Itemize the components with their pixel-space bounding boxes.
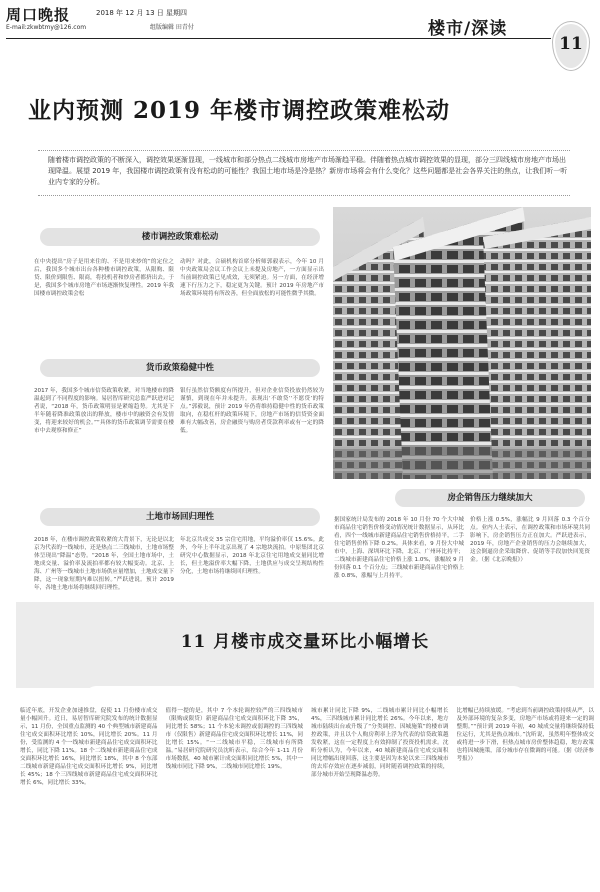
article-column: 2017 年，我国多个城市信贷政策收紧，对当地楼市的降温起到了不同程度的影响。易居智库研究总监严跃进对记者说，“2018 年，货币政策明显是紧缩趋势。尤其是下半年随着降准政策放出的释放，楼市中的融资会有发情变，将迎来较好的机会。”“具体的货币政策调节需要在楼市中去观察和修正”	[34, 388, 174, 434]
page-number-badge: 11	[553, 22, 589, 70]
article-column: 银行虽然信贷额度有所提升，但对企业信贷投放仍然较为谨慎，到现在年并未提升。表现出‘不敢贷’‘不愿贷’的特点。”郭毅说，预计 2019 年仍将维持稳健中性的货币政策取向，在稳杠杆的政策环境下，房地产市场的信贷资金面难有大幅改善，房企融资与购房者贷款利率或有一定的降低。	[180, 388, 324, 434]
article-column: 临近年底，开发企业加速推盘，促使 11 月份楼市成交量小幅回升。近日，易居智库研究院发布的统计数据显示，11 月份，全国重点监测的 40 个典型城市新建商品住宅成交面积环比增长 10%，同比增长 20%。11 月份，受监测的 4 个一线城市新建商品住宅成交面积环比增长，同比下降 11%。18 个二线城市新建商品住宅成交面积环比增长 16%，同比增长 18%，其中 8 个东部二线城市新建商品住宅成交面积环比增长 9%，同比增长 45%；18 个三四线城市新建商品住宅成交面积环比增长 6%，同比增长 33%。	[20, 708, 158, 786]
article-column: 价格上涨 0.5%，涨幅比 9 月回落 0.3 个百分点。业内人士表示，在调控政策和市场环境共同影响下，房企销售压力正在加大。严跃进表示，2019 年，房地产企业销售的压力会继续加大，这会倒逼房企采取降价、促销等手段加快回笼资金。（据《北京晚报》）	[470, 517, 590, 563]
page-headline: 业内预测 2019 年楼市调控政策难松动	[28, 97, 451, 124]
article-column: 在中央提出“房子是用来住的、不是用来炒的”的定位之后，我国多个城市出台各种楼市调控政策，从限购、限贷、限价到限售、限商，将投机者和炒房者都挤出去。于是，我国多个城市房地产市场逐渐恢复理性。2019 年我国楼市调控政策会松	[34, 259, 174, 297]
masthead-editor: 组版编辑 田青付	[150, 24, 194, 31]
buildings-illustration	[333, 207, 591, 479]
article-column: 比增幅已持续放缓。“考虑到当前调控政策持续从严，以及外部环境的复杂多变，房地产市场或将迎来一定的调整期。”“预计到 2019 年初，40 城成交量将继续保持低位运行，尤其是热点城市。”沈昕说，虽然明年整体成交或将进一步下滑，但热点城市房价整体趋稳，地方政策也将因城施策，部分城市存在微调的可能。（据《经济参考报》）	[456, 708, 594, 762]
article-column: 年北京共成交 35 宗住宅用地，平均溢价率仅 15.6%。此外，今年上半年北京出现了 4 宗地块流拍。中原集团北京研究中心数据显示，2018 年北京住宅用地成交量同比增长，但土地溢价率大幅下降，土地供应与成交呈现结构性分化，土地市场将继续回归理性。	[180, 537, 324, 575]
secondary-article	[20, 707, 594, 889]
article-column: 值得一提的是，其中 7 个本轮调控较严的三四线城市（限购或限贷）新建商品住宅成交面积环比下降 3%，同比增长 58%；11 个本轮未调控或弱调控的三四线城市（仅限售）新建商品住宅成交面积环比增长 11%，同比增长 15%。“一二线城市平稳，三线城市有所降温。”易居研究院研究员沈昕表示，综合今年 1-11 月份市场数据，40 城市累计成交面积同比增长 5%，其中一线城市同比下降 9%，二线城市同比增长 19%。	[165, 708, 303, 770]
subhead-developers: 房企销售压力继续加大	[395, 489, 585, 507]
newspaper-logo: 周口晚报	[6, 6, 71, 24]
buildings-photo	[333, 207, 591, 479]
article-column: 2018 年，在楼市调控政策收紧的大背景下，无论是以北京为代表的一线城市，还是热点二三线城市，土地市场整体呈现出“降温”态势。“2018 年，全国土地市场中，土地成交量、溢价率及流拍率都有较大幅变动。北京、上海、广州等一线城市土地市场供应量增加，土地成交量下降，这一现象短期内难以扭转。”严跃进说。预计 2019 年，各地土地市场将继续回归理性。	[34, 537, 174, 591]
subhead-policy: 楼市调控政策难松动	[40, 228, 320, 246]
masthead-email: E-mail:zkwbtmy@126.com	[6, 24, 87, 31]
subhead-land: 土地市场回归理性	[40, 508, 320, 526]
section-label: 楼市/深读	[428, 19, 508, 39]
article-column: 城市累计同比下降 9%，二线城市累计同比小幅增长 4%，三四线城市累计同比增长 26%。今年以来，地方城市陆续出台或升级了“分类调控、因城施策”的楼市调控政策，并且以个人购房利率上浮为代表的信贷政策越发收紧，这在一定程度上有效抑制了投资投机需求。沈昕分析认为，今年以来，40 城新建商品住宅成交面积同比增幅出现回落，这主要是因为本轮以来三四线城市的去库存效应在逐步减弱，同时随着调控政策的持续，部分城市开始呈现降温态势。	[311, 708, 449, 778]
article-column: 据国家统计局发布的 2018 年 10 月份 70 个大中城市商品住宅销售价格变动情况统计数据显示，从环比看，四个一线城市新建商品住宅销售价格持平，二手住宅销售价格下降 0.2%。具体来看，9 月份大中城市中，上海、深圳环比下降，北京、广州环比持平；二线城市新建商品住宅价格上涨 1.0%，涨幅较 9 月份回落 0.1 个百分点；三线城市新建商品住宅价格上涨 0.8%，涨幅与上月持平。	[334, 517, 464, 579]
lead-paragraph: 随着楼市调控政策的不断深入，调控效果逐渐显现，一线城市和部分热点二线城市房地产市场渐趋平稳。伴随着热点城市调控效果的显现，部分三四线城市房地产市场出现降温。展望 2019 年，我国楼市调控政策有没有松动的可能性？我国土地市场是冷是热？新房市场将会有什么变化？这些问题都是社会各界关注的焦点，让我们听一听业内专家的分析。	[48, 156, 568, 186]
band-inset	[86, 686, 524, 708]
subhead-monetary: 货币政策稳健中性	[40, 359, 320, 377]
secondary-headline: 11 月楼市成交量环比小幅增长	[180, 632, 430, 652]
masthead-date: 2018 年 12 月 13 日 星期四	[96, 9, 187, 17]
article-column: 动吗？对此，合硕机构首席分析师郭毅表示，今年 10 月中央政策局会议工作会议上未提及房地产，一方面显示出当前调控政策已见成效，无须紧迫。另一方面，在经济增速下行压力之下，稳定更为关键。预计 2019 年房地产市场政策环境将有所改善，但全面放松的可能性微乎其微。	[180, 259, 324, 297]
